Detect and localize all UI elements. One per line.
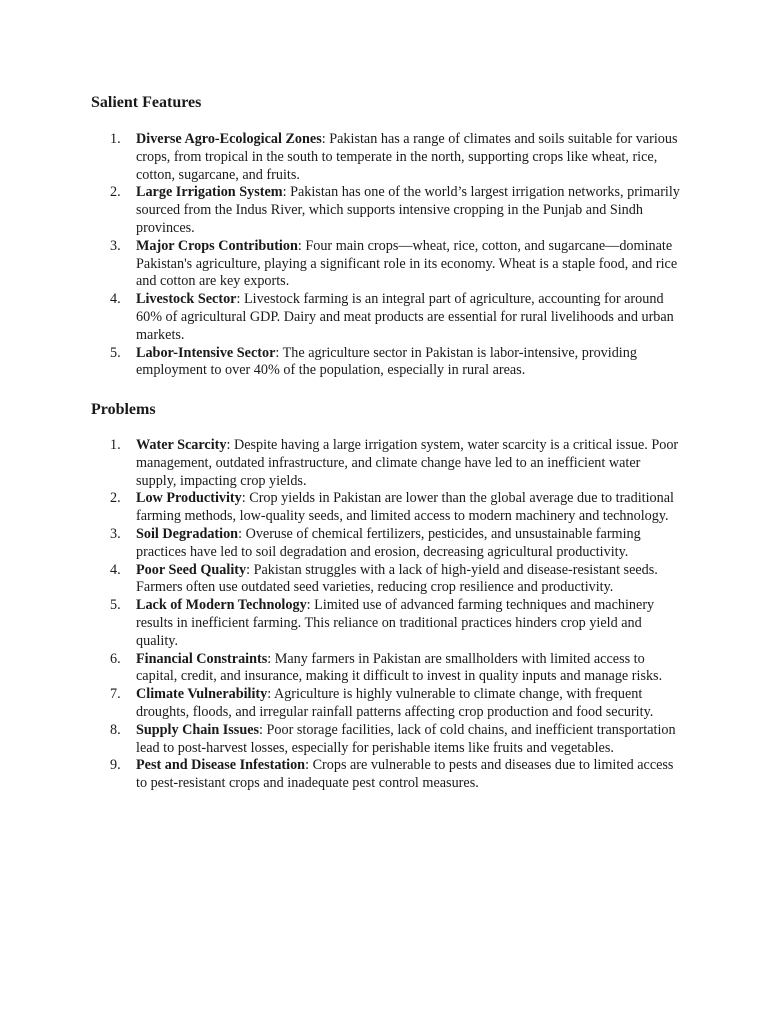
list-item: [0, 597, 680, 650]
list-number: 7.: [110, 686, 121, 703]
list-item: [0, 184, 680, 237]
salient-features-list: [0, 131, 768, 380]
list-number: 3.: [110, 525, 121, 542]
item-term: Low Productivity: [136, 490, 242, 507]
item-text: : Limited use of advanced farming techniques and machinery results in inefficient farming. This reliance on traditional practices hinders crop yield and quality.: [136, 597, 655, 649]
item-text: : Overuse of chemical fertilizers, pesticides, and unsustainable farming practices have led to soil degradation and erosion, decreasing agricultural productivity.: [136, 525, 641, 560]
list-item: [0, 345, 680, 381]
list-item: [0, 722, 680, 758]
item-text: : Four main crops—wheat, rice, cotton, and sugarcane—dominate Pakistan's agriculture, playing a significant role in its economy. Wheat is a staple food, and rice and cotton are key exports.: [136, 237, 678, 290]
item-text: : Pakistan has one of the world’s largest irrigation networks, primarily sourced from the Indus River, which supports intensive cropping in the Punjab and Sindh provinces.: [136, 184, 680, 236]
list-item: [0, 686, 680, 722]
item-text: : Many farmers in Pakistan are smallholders with limited access to capital, credit, and insurance, making it difficult to invest in quality inputs and manage risks.: [136, 650, 663, 685]
section-title-salient-features: Salient Features: [91, 94, 202, 111]
list-number: 4.: [110, 561, 121, 578]
list-item: [0, 757, 680, 793]
list-number: 4.: [110, 291, 121, 308]
item-term: Soil Degradation: [136, 525, 239, 542]
item-term: Large Irrigation System: [136, 184, 283, 201]
item-term: Pest and Disease Infestation: [136, 757, 306, 774]
item-text: : Pakistan has a range of climates and soils suitable for various crops, from tropical in the south to temperate in the north, supporting crops like wheat, rice, cotton, sugarcane, and fruits.: [136, 131, 678, 183]
list-number: 2.: [110, 184, 121, 201]
item-term: Livestock Sector: [136, 291, 237, 308]
item-term: Lack of Modern Technology: [136, 597, 307, 614]
item-term: Labor-Intensive Sector: [136, 344, 276, 361]
item-text: : Crop yields in Pakistan are lower than the global average due to traditional farming methods, low-quality seeds, and limited access to modern machinery and technology.: [136, 490, 674, 525]
item-term: Supply Chain Issues: [136, 721, 260, 738]
list-item: [0, 291, 680, 344]
list-number: 9.: [110, 757, 121, 774]
section-title-problems: Problems: [91, 401, 156, 418]
item-text: : Despite having a large irrigation system, water scarcity is a critical issue. Poor management, outdated infrastructure, and climate change have led to an inefficient water supply, impacting crop yields.: [136, 437, 679, 489]
list-number: 8.: [110, 721, 121, 738]
item-text: : Crops are vulnerable to pests and diseases due to limited access to pest-resistant crops and inadequate pest control measures.: [136, 757, 674, 792]
problems-list: [0, 437, 768, 793]
item-text: : Livestock farming is an integral part of agriculture, accounting for around 60% of agricultural GDP. Dairy and meat products are essential for rural livelihoods and urban markets.: [136, 291, 674, 343]
list-item: [0, 437, 680, 490]
list-item: [0, 490, 680, 526]
item-term: Financial Constraints: [136, 650, 268, 667]
list-item: [0, 562, 680, 598]
item-term: Climate Vulnerability: [136, 686, 268, 703]
item-term: Water Scarcity: [136, 437, 227, 453]
list-item: [0, 526, 680, 562]
list-item: [0, 651, 680, 687]
list-item: [0, 238, 680, 291]
item-term: Diverse Agro-Ecological Zones: [136, 131, 322, 147]
list-number: 1.: [110, 131, 121, 147]
list-number: 1.: [110, 437, 121, 453]
item-term: Poor Seed Quality: [136, 561, 247, 578]
list-number: 5.: [110, 344, 121, 361]
list-number: 3.: [110, 237, 121, 254]
list-number: 5.: [110, 597, 121, 614]
item-text: : Agriculture is highly vulnerable to climate change, with frequent droughts, floods, and irregular rainfall patterns affecting crop production and food security.: [136, 686, 654, 720]
list-item: [0, 131, 680, 184]
list-number: 2.: [110, 490, 121, 507]
item-term: Major Crops Contribution: [136, 237, 298, 254]
list-number: 6.: [110, 650, 121, 667]
item-text: : The agriculture sector in Pakistan is labor-intensive, providing employment to over 40% of the population, especially in rural areas.: [136, 344, 637, 379]
item-text: : Poor storage facilities, lack of cold chains, and inefficient transportation lead to post-harvest losses, especially for perishable items like fruits and vegetables.: [136, 721, 676, 756]
item-text: : Pakistan struggles with a lack of high-yield and disease-resistant seeds. Farmers often use outdated seed varieties, reducing crop resilience and productivity.: [136, 561, 658, 596]
